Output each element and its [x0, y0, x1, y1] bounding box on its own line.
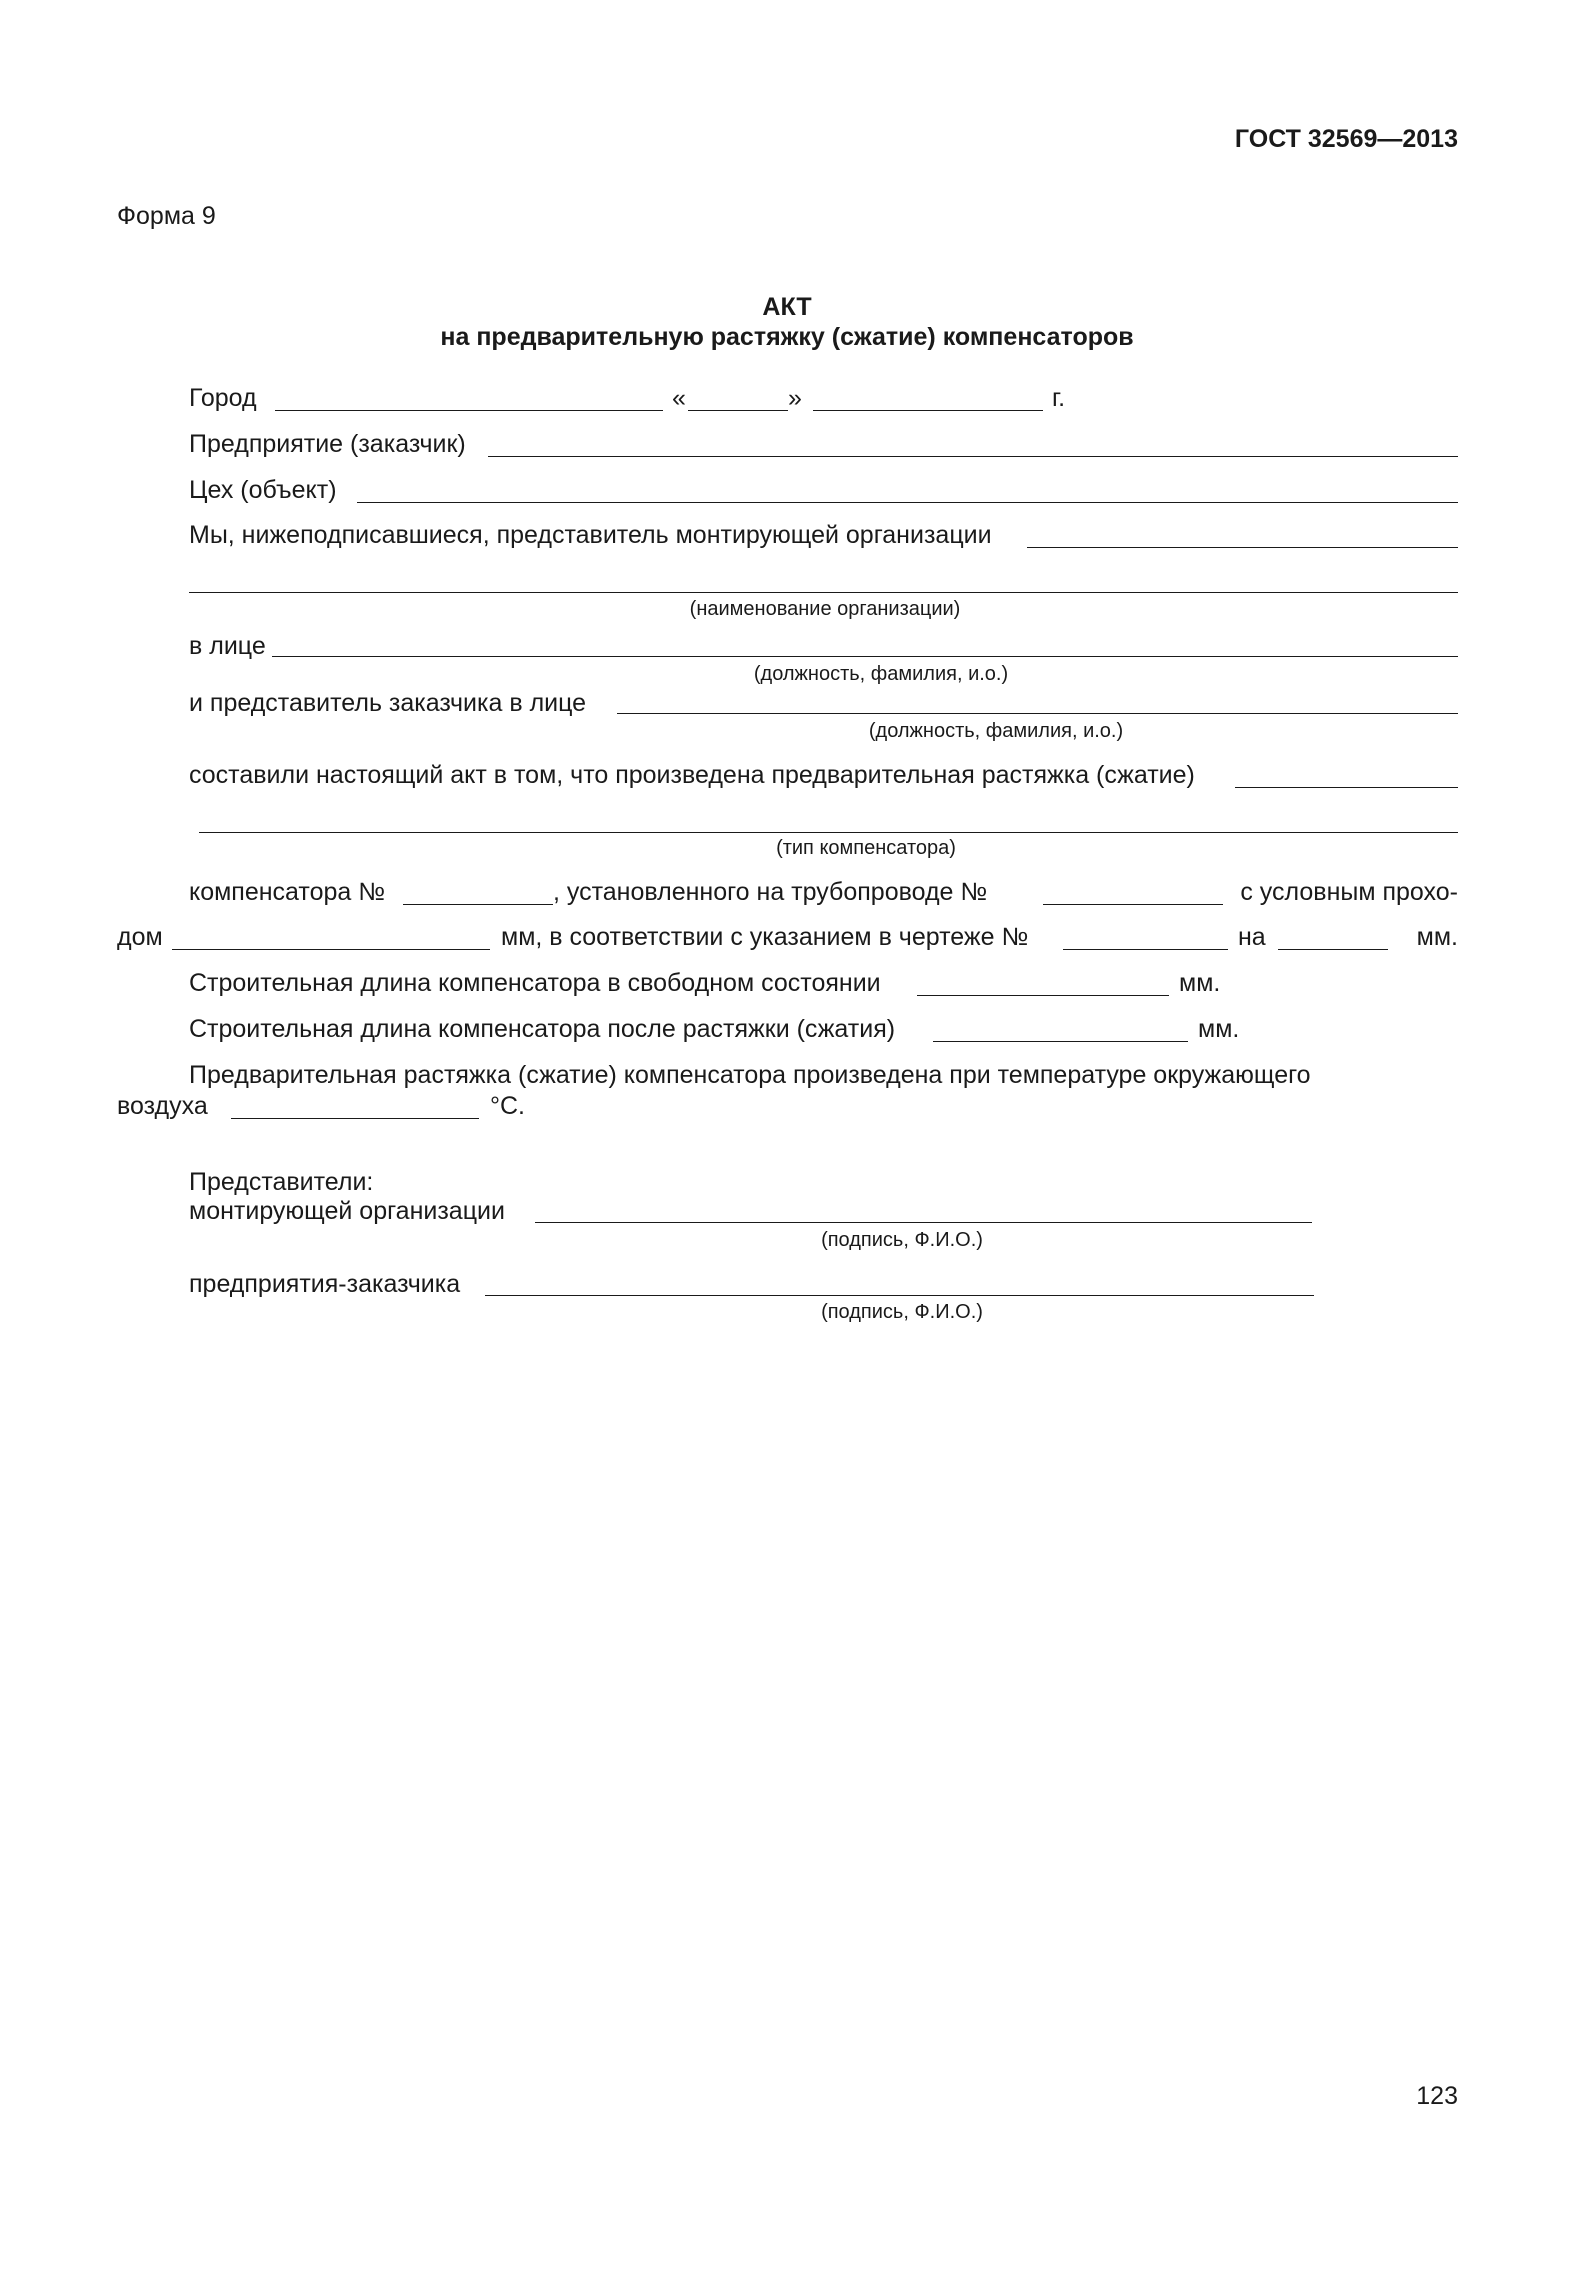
month-year-field[interactable]	[813, 410, 1043, 411]
customer-rep-label: и представитель заказчика в лице	[189, 689, 587, 717]
sign-hint-2: (подпись, Ф.И.О.)	[821, 1301, 983, 1323]
nominal-bore-label: с условным прохо-	[1240, 878, 1458, 906]
compensator-type-field[interactable]	[199, 832, 1458, 833]
enterprise-field[interactable]	[488, 456, 1458, 457]
customer-signature-field[interactable]	[485, 1295, 1314, 1296]
quote-open: «	[672, 384, 686, 412]
in-person-field[interactable]	[272, 656, 1458, 657]
enterprise-label: Предприятие (заказчик)	[189, 430, 466, 458]
in-person-label: в лице	[189, 632, 266, 660]
compiled-label: составили настоящий акт в том, что произведена предварительная растяжка (сжатие)	[189, 761, 1195, 789]
installed-label: , установленного на трубопроводе №	[553, 878, 988, 906]
nominal-bore-field[interactable]	[172, 949, 490, 950]
position-hint-1: (должность, фамилия, и.о.)	[753, 663, 1009, 685]
form-label: Форма 9	[117, 202, 216, 230]
mounting-org-field[interactable]	[1027, 547, 1458, 548]
after-length-label: Строительная длина компенсатора после растяжки (сжатия)	[189, 1015, 896, 1043]
drawing-no-field[interactable]	[1063, 949, 1228, 950]
position-hint-2: (должность, фамилия, и.о.)	[868, 720, 1124, 742]
dom-label: дом	[117, 923, 163, 951]
standard-number: ГОСТ 32569—2013	[1234, 125, 1458, 153]
mounting-org-label: монтирующей организации	[189, 1197, 505, 1225]
free-length-field[interactable]	[917, 995, 1169, 996]
stretch-mm-field[interactable]	[1278, 949, 1388, 950]
act-subtitle: на предварительную растяжку (сжатие) компенсаторов	[440, 323, 1134, 351]
compensator-no-label: компенсатора №	[189, 878, 386, 906]
quote-close: »	[788, 384, 802, 412]
free-length-label: Строительная длина компенсатора в свободном состоянии	[189, 969, 881, 997]
mm-unit-3: мм.	[1198, 1015, 1240, 1043]
mm-unit-1: мм.	[1416, 923, 1458, 951]
org-name-field[interactable]	[189, 592, 1458, 593]
after-length-field[interactable]	[933, 1041, 1188, 1042]
pipeline-no-field[interactable]	[1043, 904, 1223, 905]
city-field[interactable]	[275, 410, 663, 411]
customer-enterprise-label: предприятия-заказчика	[189, 1270, 461, 1298]
city-label: Город	[189, 384, 257, 412]
shop-label: Цех (объект)	[189, 476, 337, 504]
customer-rep-field[interactable]	[617, 713, 1458, 714]
org-name-hint: (наименование организации)	[689, 598, 961, 620]
mm-unit-2: мм.	[1179, 969, 1221, 997]
act-title: АКТ	[762, 293, 812, 321]
sign-hint-1: (подпись, Ф.И.О.)	[821, 1229, 983, 1251]
stretch-field[interactable]	[1235, 787, 1458, 788]
air-label: воздуха	[117, 1092, 208, 1120]
compensator-no-field[interactable]	[403, 904, 553, 905]
celsius-unit: °С.	[490, 1092, 525, 1120]
page-number: 123	[1416, 2082, 1458, 2110]
drawing-label: мм, в соответствии с указанием в чертеже №	[501, 923, 1029, 951]
temperature-label: Предварительная растяжка (сжатие) компенсатора произведена при температуре окружающего	[189, 1061, 1311, 1089]
mounting-signature-field[interactable]	[535, 1222, 1312, 1223]
shop-field[interactable]	[357, 502, 1458, 503]
na-label: на	[1238, 923, 1266, 951]
representatives-label: Представители:	[189, 1168, 374, 1196]
day-field[interactable]	[688, 410, 788, 411]
year-suffix: г.	[1052, 384, 1066, 412]
temperature-field[interactable]	[231, 1118, 479, 1119]
type-hint: (тип компенсатора)	[776, 837, 956, 859]
undersigned-label: Мы, нижеподписавшиеся, представитель монтирующей организации	[189, 521, 992, 549]
